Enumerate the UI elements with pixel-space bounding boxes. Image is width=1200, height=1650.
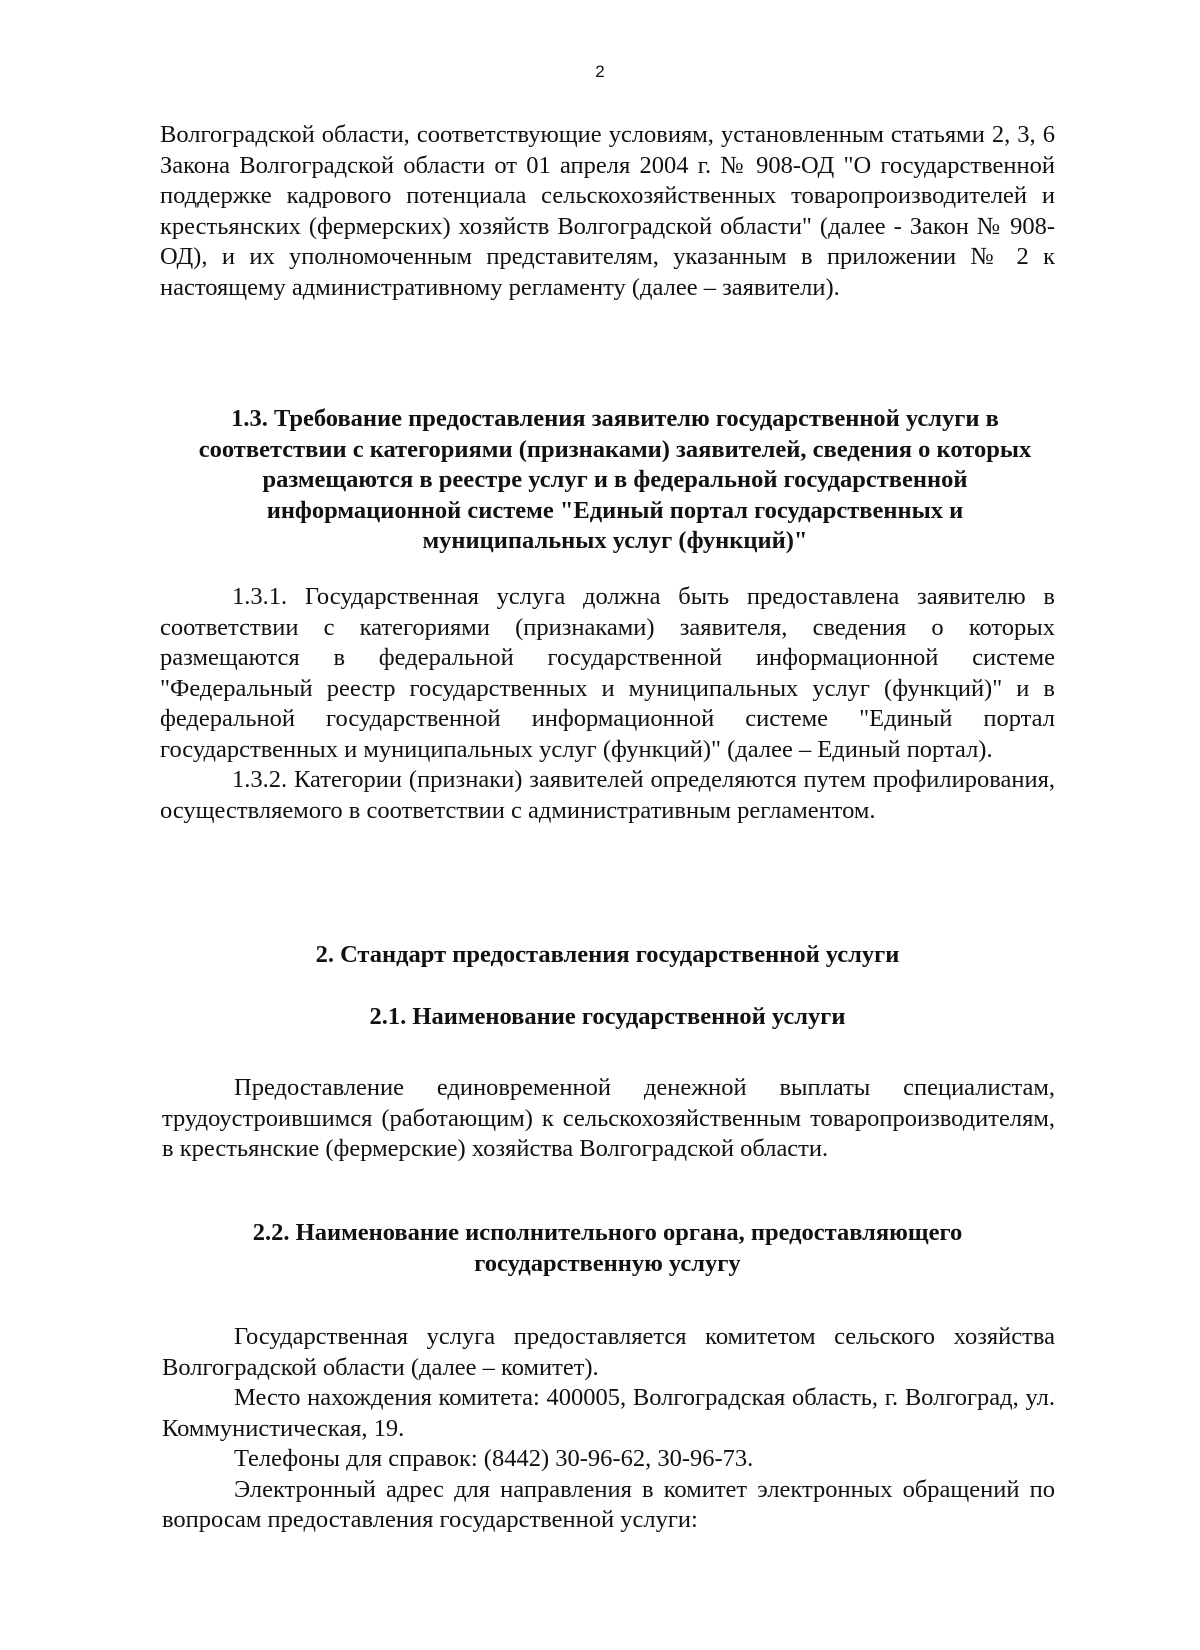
section-2-2-heading: 2.2. Наименование исполнительного органа, предоставляющего государственную услугу bbox=[252, 1219, 963, 1277]
paragraph-1-3-1: 1.3.1. Государственная услуга должна быть предоставлена заявителю в соответствии с категориями (признаками) заявителя, сведения о которых размещаются в федеральной государственной информационной системе "Федеральный реестр государственных и муниципальных услуг (функций)" и в федеральной государственной информационной системе "Единый портал государственных и муниципальных услуг (функций)" (далее – Единый портал). bbox=[160, 583, 1055, 763]
intro-paragraph: Волгоградской области, соответствующие условиям, установленным статьями 2, 3, 6 Закона Волгоградской области от 01 апреля 2004 г. № 908-ОД "О государственной поддержке кадрового потенциала сельскохозяйственных товаропроизводителей и крестьянских (фермерских) хозяйств Волгоградской области" (далее - Закон № 908-ОД), и их уполномоченным представителям, указанным в приложении № 2 к настоящему административному регламенту (далее – заявители). bbox=[160, 121, 1055, 301]
paragraph-1-3-2: 1.3.2. Категории (признаки) заявителей определяются путем профилирования, осуществляемого в соответствии с административным регламентом. bbox=[160, 766, 1055, 824]
intro-block bbox=[160, 120, 1055, 303]
section-2-2-body bbox=[162, 1322, 1055, 1536]
paragraph-2-1: Предоставление единовременной денежной выплаты специалистам, трудоустроившимся (работающим) к сельскохозяйственным товаропроизводителям, в крестьянские (фермерские) хозяйства Волгоградской области. bbox=[162, 1074, 1055, 1162]
section-1-3-body bbox=[160, 582, 1055, 826]
section-2-1-heading: 2.1. Наименование государственной услуги bbox=[369, 1003, 846, 1030]
section-2-1-body bbox=[162, 1073, 1055, 1165]
section-2-heading: 2. Стандарт предоставления государственной услуги bbox=[315, 941, 900, 968]
page-number: 2 bbox=[595, 62, 605, 81]
paragraph-2-2-provider: Государственная услуга предоставляется комитетом сельского хозяйства Волгоградской области (далее – комитет). bbox=[162, 1323, 1055, 1381]
section-1-3-heading: 1.3. Требование предоставления заявителю государственной услуги в соответствии с категориями (признаками) заявителей, сведения о которых размещаются в реестре услуг и в федеральной государственной информационной системе "Единый портал государственных и муниципальных услуг (функций)" bbox=[198, 405, 1032, 554]
paragraph-2-2-location: Место нахождения комитета: 400005, Волгоградская область, г. Волгоград, ул. Коммунистическая, 19. bbox=[162, 1384, 1055, 1442]
paragraph-2-2-email: Электронный адрес для направления в комитет электронных обращений по вопросам предоставления государственной услуги: bbox=[162, 1475, 1055, 1533]
paragraph-2-2-phones: Телефоны для справок: (8442) 30-96-62, 30-96-73. bbox=[234, 1445, 754, 1472]
